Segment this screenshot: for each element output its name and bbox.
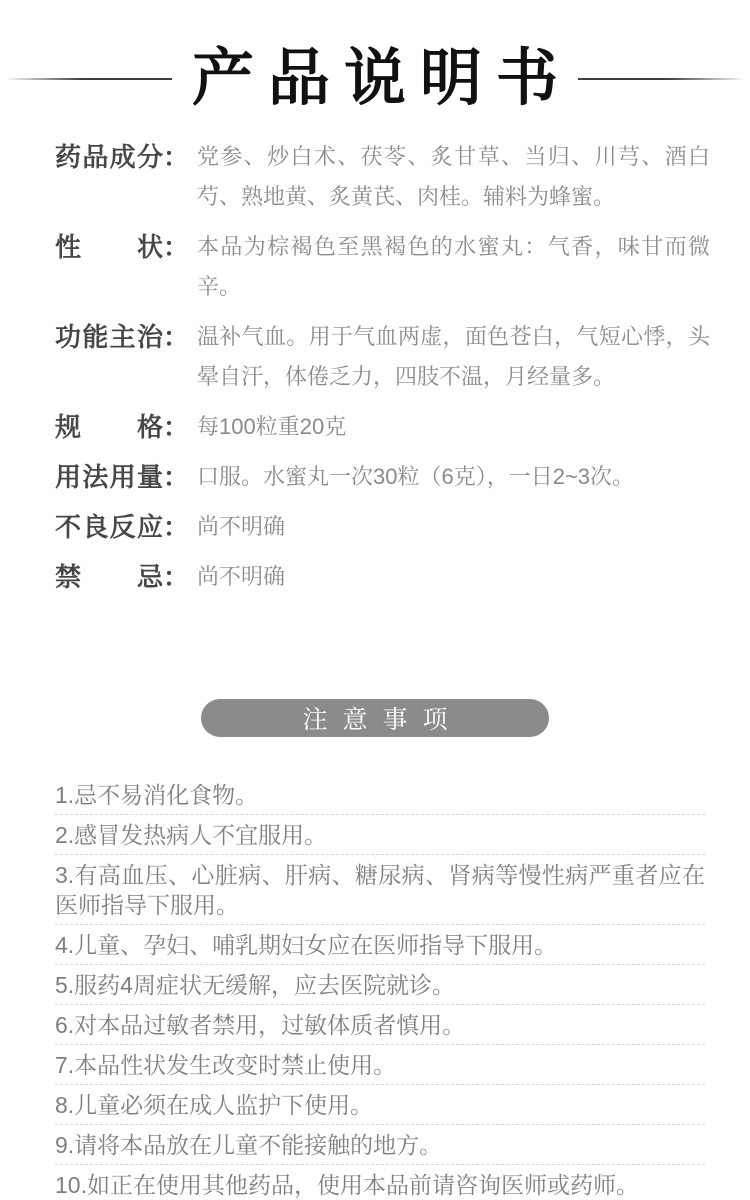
info-label-colon: ： (163, 412, 190, 443)
notice-item-4: 4.儿童、孕妇、哺乳期妇女应在医师指导下服用。 (55, 925, 705, 965)
info-label-colon: ： (163, 232, 190, 263)
info-label-text: 功能主治 (55, 322, 163, 353)
info-value-adverse-reactions: 尚不明确 (197, 514, 286, 540)
page-title: 产品说明书 (192, 44, 573, 113)
info-value-specification: 每100粒重20克 (197, 414, 347, 440)
drug-info-section (0, 111, 750, 597)
notice-item-9: 9.请将本品放在儿童不能接触的地方。 (55, 1125, 705, 1165)
notice-item-5: 5.服药4周症状无缓解，应去医院就诊。 (55, 965, 705, 1005)
info-label-text: 用法用量 (55, 462, 163, 493)
notice-item-2: 2.感冒发热病人不宜服用。 (55, 815, 705, 855)
info-label (55, 457, 189, 497)
notice-item-10: 10.如正在使用其他药品，使用本品前请咨询医师或药师。 (55, 1165, 705, 1200)
info-label-text: 不良反应 (55, 512, 163, 543)
info-label (55, 507, 189, 547)
notice-item-7: 7.本品性状发生改变时禁止使用。 (55, 1045, 705, 1085)
notice-item-3: 3.有高血压、心脏病、肝病、糖尿病、肾病等慢性病严重者应在医师指导下服用。 (55, 855, 705, 925)
info-label (55, 137, 189, 177)
info-row-character (55, 227, 710, 307)
info-label (55, 227, 189, 267)
info-label (55, 317, 189, 357)
page-header (0, 0, 750, 111)
info-row-contraindications (55, 557, 710, 597)
notice-item-6: 6.对本品过敏者禁用，过敏体质者慎用。 (55, 1005, 705, 1045)
notice-list (55, 775, 705, 1200)
notice-banner (201, 699, 549, 737)
info-row-ingredients (55, 137, 710, 217)
notice-item-8: 8.儿童必须在成人监护下使用。 (55, 1085, 705, 1125)
info-value-contraindications: 尚不明确 (197, 564, 286, 590)
info-label-text: 性状 (55, 232, 163, 263)
info-label-colon: ： (163, 462, 190, 493)
info-label-colon: ： (163, 142, 190, 173)
info-label (55, 407, 189, 447)
info-label-text: 禁忌 (55, 562, 163, 593)
info-row-dosage (55, 457, 710, 497)
info-value-ingredients: 党参、炒白术、茯苓、炙甘草、当归、川芎、酒白芍、熟地黄、炙黄芪、肉桂。辅料为蜂蜜。 (197, 144, 710, 210)
info-row-functions (55, 317, 710, 397)
info-row-specification (55, 407, 710, 447)
info-label-colon: ： (163, 322, 190, 353)
notice-banner-title: 注意事项 (302, 706, 463, 735)
info-label-text: 规格 (55, 412, 163, 443)
info-value-dosage: 口服。水蜜丸一次30粒（6克），一日2~3次。 (197, 464, 635, 490)
info-row-adverse-reactions (55, 507, 710, 547)
title-decor-line-right (578, 78, 742, 80)
info-label-colon: ： (163, 562, 190, 593)
info-label-text: 药品成分 (55, 142, 163, 173)
notice-item-1: 1.忌不易消化食物。 (55, 775, 705, 815)
info-value-character: 本品为棕褐色至黑褐色的水蜜丸：气香，味甘而微辛。 (197, 234, 710, 300)
title-decor-line-left (8, 78, 172, 80)
info-value-functions: 温补气血。用于气血两虚，面色苍白，气短心悸，头晕自汗，体倦乏力，四肢不温，月经量多。 (197, 324, 710, 390)
info-label-colon: ： (163, 512, 190, 543)
info-label (55, 557, 189, 597)
